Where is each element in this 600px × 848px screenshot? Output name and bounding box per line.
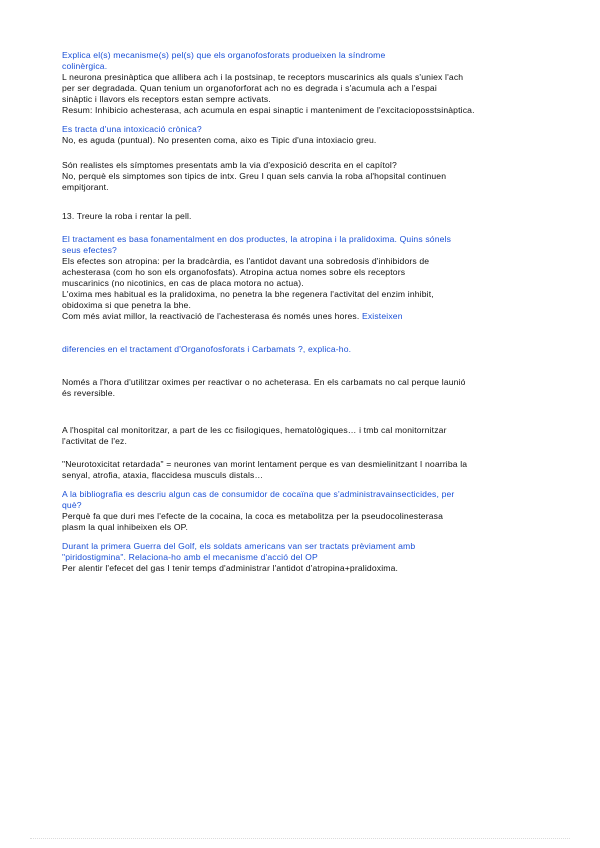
answer-line: sinàptic i llavors els receptors estan sempre activats.	[62, 94, 271, 104]
answer-text: Com més aviat millor, la reactivació de l'achesterasa és només unes hores.	[62, 311, 360, 321]
answer-mechanism	[62, 72, 552, 116]
question-line: El tractament es basa fonamentalment en dos productes, la atropina i la pralidoxima. Quins sónels	[62, 234, 452, 244]
document-body	[62, 50, 552, 574]
answer-line: plasm la qual inhibeixen els OP.	[62, 522, 188, 532]
question-line: Explica el(s) mecanisme(s) pel(s) que els organofosforats produeixen la síndrome	[62, 50, 386, 60]
question-line: seus efectes?	[62, 245, 117, 255]
answer-line: muscarinics (no nicotinics, en cas de placa motora no actua).	[62, 278, 304, 288]
question-differences	[62, 344, 552, 355]
question-line: diferencies en el tractament d'Organofosforats i Carbamats ?, explica-ho.	[62, 344, 352, 354]
answer-line: L neurona presinàptica que allibera ach i la postsinap, te receptors muscarinics als quals s'uniex l'ach	[62, 72, 464, 82]
item-13	[62, 211, 552, 222]
answer-line: No, perquè els simptomes son tipics de intx. Greu I quan sels canvia la roba al'hopsital continuen	[62, 171, 447, 181]
answer-line: L'oxima mes habitual es la pralidoxima, no penetra la bhe regenera l'activitat del enzim inhibit,	[62, 289, 434, 299]
question-mechanism	[62, 50, 552, 72]
answer-line: Només a l'hora d'utilitzar oximes per reactivar o no acheterasa. En els carbamats no cal perque launió	[62, 377, 466, 387]
question-line: què?	[62, 500, 82, 510]
question-start-text: Existeixen	[361, 311, 403, 321]
footer-divider	[30, 838, 570, 841]
answer-chronic	[62, 135, 552, 146]
answer-line: Els efectes son atropina: per la bradcàrdia, es l'antidot davant una sobredosis d'inhibidors de	[62, 256, 430, 266]
neurotoxicity-note	[62, 459, 552, 481]
answer-line: No, es aguda (puntual). No presenten coma, aixo es Tipic d'una intoxiacio greu.	[62, 135, 377, 145]
answer-line: "Neurotoxicitat retardada" = neurones van morint lentament perque es van desmielinitzant I noarriba la	[62, 459, 468, 469]
answer-line: A l'hospital cal monitoritzar, a part de les cc fisilogiques, hematològiques… i tmb cal monitornitzar	[62, 425, 447, 435]
question-cocaine	[62, 489, 552, 511]
answer-line: obidoxima si que penetra la bhe.	[62, 300, 192, 310]
answer-line: Resum: Inhibicio achesterasa, ach acumula en espai sinaptic i manteniment de l'excitacioposstsinàptica.	[62, 105, 475, 115]
question-line: A la bibliografia es descriu algun cas de consumidor de cocaïna que s'administravainsecticides, per	[62, 489, 455, 499]
answer-line: és reversible.	[62, 388, 116, 398]
answer-line: Perquè fa que duri mes l'efecte de la cocaina, la coca es metabolitza per la pseudocolinesterasa	[62, 511, 444, 521]
answer-line: Són realistes els símptomes presentats amb la via d'exposició descrita en el capítol?	[62, 160, 397, 170]
answer-line: empitjorant.	[62, 182, 109, 192]
answer-line: senyal, atrofia, ataxia, flaccidesa musculs distals…	[62, 470, 264, 480]
question-treatment	[62, 234, 552, 256]
answer-symptoms	[62, 160, 552, 193]
hospital-monitoring	[62, 425, 552, 447]
question-line: colinèrgica.	[62, 61, 108, 71]
question-line: Es tracta d'una intoxicació crònica?	[62, 124, 202, 134]
answer-line: l'activitat de l'ez.	[62, 436, 128, 446]
answer-line-mixed	[62, 311, 552, 322]
question-chronic	[62, 124, 552, 135]
item-13-text: 13. Treure la roba i rentar la pell.	[62, 211, 192, 221]
answer-line: achesterasa (com ho son els organofosfats). Atropina actua nomes sobre els receptors	[62, 267, 406, 277]
answer-cocaine	[62, 511, 552, 533]
answer-line: Per alentir l'efecet del gas I tenir temps d'administrar l'antidot d'atropina+pralidoxima.	[62, 563, 399, 573]
question-line: "piridostigmina". Relaciona-ho amb el mecanisme d'acció del OP	[62, 552, 318, 562]
answer-differences	[62, 377, 552, 399]
question-line: Durant la primera Guerra del Golf, els soldats americans van ser tractats prèviament amb	[62, 541, 416, 551]
answer-gulf-war	[62, 563, 552, 574]
question-gulf-war	[62, 541, 552, 563]
answer-line: per ser degradada. Quan tenium un organoforforat ach no es degrada i s'acumula ach a l'espai	[62, 83, 437, 93]
answer-treatment	[62, 256, 552, 322]
